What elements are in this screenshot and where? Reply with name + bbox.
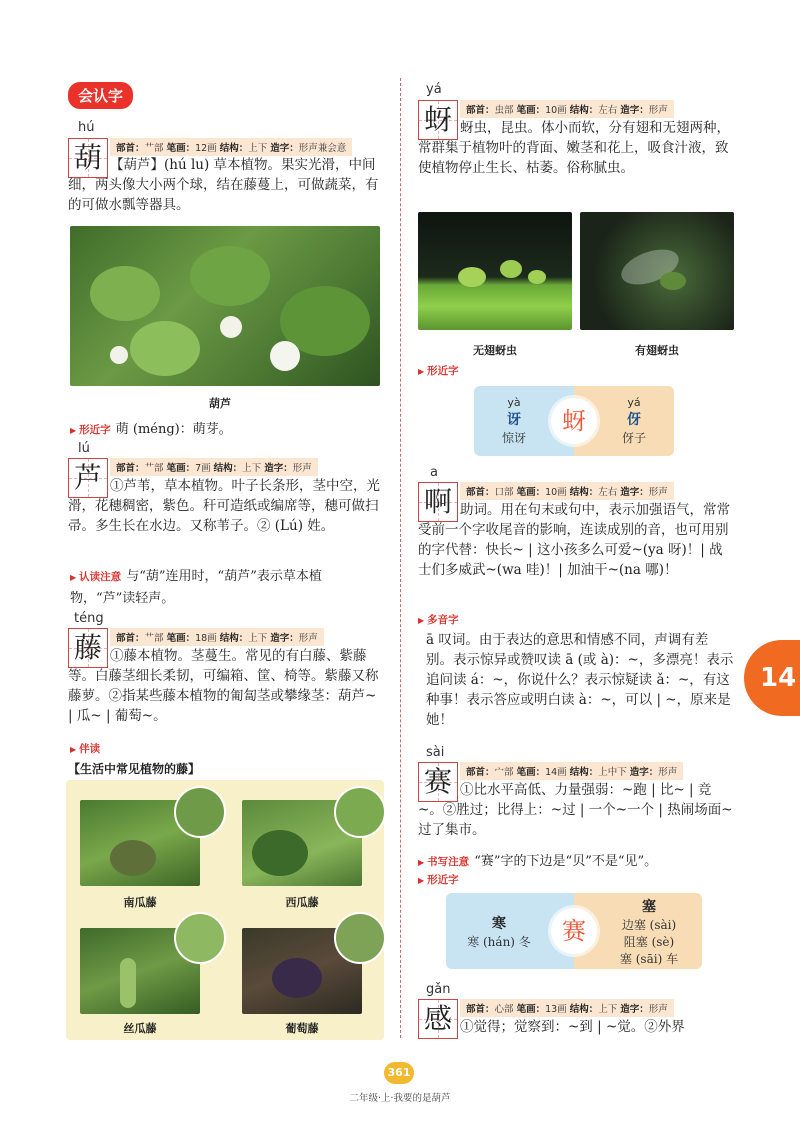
poly-label: ▶ 多音字 [418, 612, 459, 627]
pinyin-ya: yá [426, 82, 442, 97]
pinyin-teng: téng [74, 611, 104, 626]
poly-text: ā 叹词。由于表达的意思和情感不同，声调有差别。表示惊异或赞叹读 ā (或 à)：~，多漂亮！表示追问读 á：~，你说什么？表示惊疑读 ǎ：~，有这种事！表示答应或明白读 à：~，可以 | ~，原来是她！ [426, 632, 734, 728]
note-lu: ▶ 认读注意 与“葫”连用时，“葫芦”表示草本植物，“芦”读轻声。 [70, 565, 384, 608]
meta-ya: 部首：虫部 笔画：10画 结构：左右 造字：形声 [460, 100, 674, 118]
meta-lu: 部首：艹部 笔画：7画 结构：上下 造字：形声 [110, 458, 318, 476]
compare-sai-left-char: 寒 [492, 915, 506, 932]
compare-sai [446, 893, 702, 969]
definition-lu: ①芦苇，草本植物。叶子长条形，茎中空，光滑，花穗稠密，紫色。秆可造纸或编席等，穗可做扫帚。多生长在水边。又称苇子。② (Lú) 姓。 [68, 478, 380, 534]
compare-ya-right-word: 伢子 [621, 431, 646, 445]
char-lu: 芦 [68, 458, 108, 498]
read-label: ▶ 伴读 [70, 741, 100, 756]
pinyin-sai: sài [426, 745, 445, 760]
compare-ya-left-word: 惊讶 [501, 431, 526, 445]
page-number: 361 [384, 1062, 414, 1084]
definition-teng: ①藤本植物。茎蔓生。常见的有白藤、紫藤等。白藤茎细长柔韧，可编箱、筐、椅等。紫藤又称藤萝。②指某些藤本植物的匍匐茎或攀缘茎：葫芦~ | 瓜~ | 葡萄~。 [68, 648, 379, 724]
write-note-sai: ▶ 书写注意 “赛”字的下边是“贝”不是“见”。 [418, 850, 734, 869]
read-title: 【生活中常见植物的藤】 [68, 762, 201, 776]
char-hu: 葫 [68, 138, 108, 178]
char-sai: 赛 [418, 762, 458, 802]
meta-sai: 部首：宀部 笔画：14画 结构：上中下 造字：形声 [460, 762, 683, 780]
vines-panel [66, 780, 384, 1040]
compare-sai-left-word: 寒 (hán) 冬 [467, 934, 531, 949]
aphid-caption-1: 无翅蚜虫 [473, 344, 517, 357]
compare-ya-right-char: 伢 [627, 412, 641, 428]
similar-sai-label: ▶ 形近字 [418, 872, 459, 887]
meta-a: 部首：口部 笔画：10画 结构：左右 造字：形声 [460, 482, 674, 500]
definition-gan: ①觉得；觉察到：~到 | ~觉。②外界 [460, 1019, 685, 1035]
wingless-aphid-photo [418, 212, 572, 330]
definition-a: 助词。用在句末或句中，表示加强语气，常常受前一个字收尾音的影响，连读成别的音，也可用别的字代替：快长~ | 这小孩多么可爱~(ya 呀)！| 战士们多威武~(wa 哇)！| 加油干~(na 哪)！ [418, 502, 730, 578]
definition-hu: 【葫芦】(hú lu) 草本植物。果实光滑，中间细，两头像大小两个球，结在藤蔓上，可做蔬菜，有的可做水瓢等器具。 [68, 157, 379, 213]
column-divider [400, 78, 401, 1038]
meta-gan: 部首：心部 笔画：13画 结构：上下 造字：形声 [460, 999, 674, 1017]
compare-ya-left-pinyin: yà [507, 396, 521, 409]
pinyin-a: a [430, 465, 438, 480]
section-title: 会认字 [68, 82, 133, 109]
gourd-caption: 葫芦 [209, 397, 231, 410]
meta-teng: 部首：艹部 笔画：18画 结构：上下 造字：形声 [110, 628, 324, 646]
compare-sai-right-word-3: 塞 (sāi) 车 [619, 951, 679, 966]
pinyin-lu: lú [78, 441, 90, 456]
aphid-caption-2: 有翅蚜虫 [635, 344, 679, 357]
winged-aphid-photo [580, 212, 734, 330]
compare-sai-right-word-2: 阻塞 (sè) [623, 934, 675, 949]
meta-hu: 部首：艹部 笔画：12画 结构：上下 造字：形声兼会意 [110, 138, 352, 156]
char-a: 啊 [418, 482, 458, 522]
pinyin-gan: gǎn [426, 982, 451, 997]
compare-sai-center: 赛 [551, 908, 597, 954]
plant-caption-2: 西瓜藤 [285, 896, 319, 909]
compare-ya-center: 蚜 [551, 398, 597, 444]
plant-caption-4: 葡萄藤 [285, 1022, 319, 1035]
char-ya: 蚜 [418, 100, 458, 140]
compare-ya-right-pinyin: yá [627, 396, 641, 409]
plant-caption-1: 南瓜藤 [123, 896, 157, 909]
gourd-photo [70, 226, 380, 386]
char-gan: 感 [418, 999, 458, 1039]
footer-text: 二年级·上·我要的是葫芦 [349, 1093, 451, 1104]
pinyin-hu: hú [78, 120, 95, 135]
compare-ya [474, 386, 674, 456]
compare-ya-left-char: 讶 [507, 412, 521, 428]
chapter-tab: 14 [744, 640, 800, 716]
similar-ya-label: ▶ 形近字 [418, 363, 459, 378]
definition-sai: ①比水平高低、力量强弱：~跑 | 比~ | 竞~。②胜过；比得上：~过 | 一个~一个 | 热闹场面~过了集市。 [418, 782, 733, 838]
similar-hu: ▶ 形近字 萌 (méng)：萌芽。 [70, 418, 384, 437]
char-teng: 藤 [68, 628, 108, 668]
plant-caption-3: 丝瓜藤 [123, 1022, 157, 1035]
compare-sai-right-char: 塞 [642, 898, 656, 915]
compare-sai-right-word-1: 边塞 (sài) [621, 917, 677, 932]
definition-ya: 蚜虫，昆虫。体小而软，分有翅和无翅两种，常群集于植物叶的背面、嫩茎和花上，吸食汁液，致使植物停止生长、枯萎。俗称腻虫。 [418, 120, 730, 176]
